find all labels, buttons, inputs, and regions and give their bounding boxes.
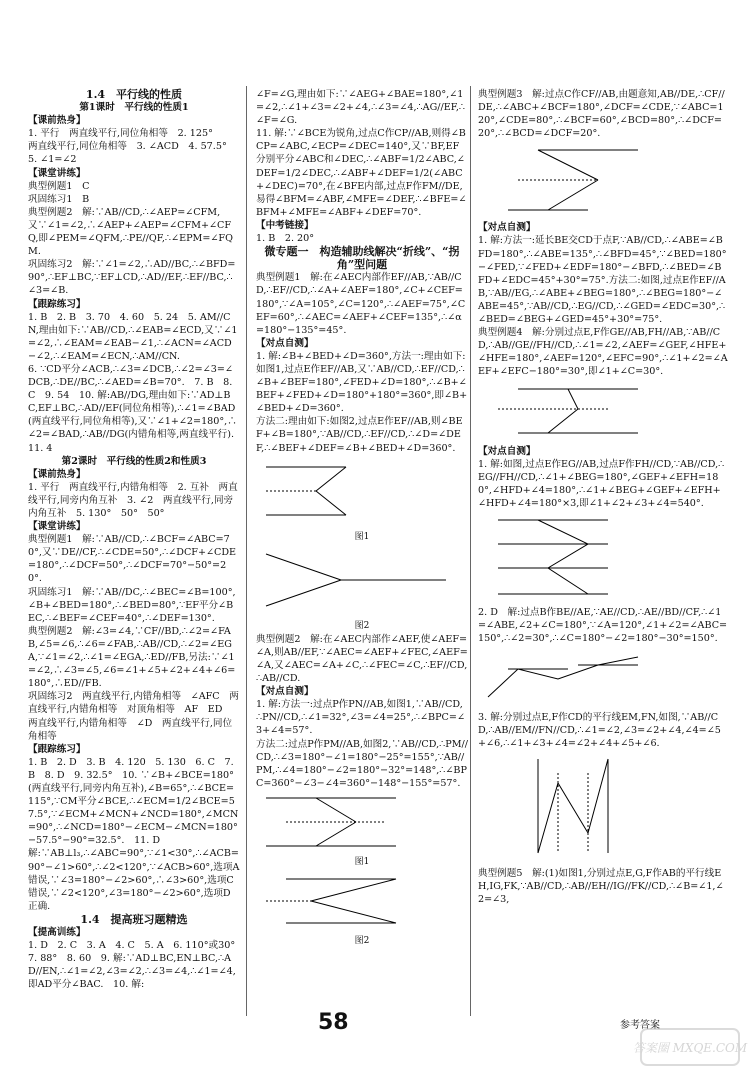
figure-caption: 图1 <box>354 856 370 867</box>
section-heading: 【课堂讲练】 <box>28 167 86 179</box>
column-divider <box>246 86 247 1016</box>
column-2 <box>256 88 468 948</box>
answer-paragraph: 6. ∵CD平分∠ACB,∴∠3=∠DCB,∴∠2=∠3=∠DCB,∴DE//BC,∴∠AED=∠B=70°. 7. B 8. C 9. 54 10. 解:AB//DG,理由如下:∵AD⊥BC,EF⊥BC,∴AD//EF(同位角相等),∴∠1=∠BAD(两直线平行,同位角相等),又∵∠1+∠2=180°,∴∠2=∠BAD,∴AB//DG(内错角相等,两直线平行). 11. 4 <box>28 363 244 454</box>
column-3 <box>478 88 728 906</box>
answer-paragraph: 典型例题5 解:(1)如图1,分别过点E,G,F作AB的平行线EH,IG,FK,∵AB//CD,∴AB//EH//IG//FK//CD,∴∠B=∠1,∠2=∠3, <box>478 867 724 905</box>
answer-paragraph: 1. B 2. B 3. 70 4. 60 5. 24 5. AM//CN,理由如下:∵AB//CD,∴∠EAB=∠ECD,又∵∠1=∠2,∴∠EAM=∠EAB−∠1,∴∠ACN=∠ACD−∠2,∴∠EAM=∠ECN,∴AM//CN. <box>28 311 238 362</box>
section-heading: 【对点自测】 <box>478 445 536 457</box>
answer-paragraph: 巩固练习2 两直线平行,内错角相等 ∠AFC 两直线平行,内错角相等 对顶角相等 AF ED 两直线平行,内错角相等 ∠D 两直线平行,同位角相等 <box>28 691 239 742</box>
figure-caption: 图2 <box>354 620 370 631</box>
figure-zigzag-em-fn <box>478 753 648 863</box>
heading: 1.4 平行线的性质 <box>85 88 183 101</box>
answer-paragraph: 1. 解:方法一:延长BE交CD于点F,∵AB//CD,∴∠ABE=∠BFD=180°,∴∠ABE=135°,∴∠BFD=45°,∵∠BED=180°−∠FED,∵∠FED+∠EDF=180°−∠BFD,∴∠BED=∠BFD+∠EDC=45°+30°=75°.方法二:如图,过点E作EF//AB,∵AB//EG,∴∠ABE+∠BEG=180°,∴∠BEG=180°−∠ABE=45°,∵AB//CD,∴EG//CD,∴∠GED=∠EDC=30°,∴∠BED=∠BEG+∠GED=45°+30°=75°. <box>478 235 727 326</box>
column-1 <box>28 88 245 991</box>
figure-abcd-gh <box>478 381 648 441</box>
col3-block-b <box>478 221 728 378</box>
section-heading: 【跟踪练习】 <box>28 298 86 310</box>
heading: 微专题一 构造辅助线解决“折线”、“拐角”型问题 <box>264 245 460 272</box>
section-heading: 【对点自测】 <box>256 337 314 349</box>
answer-paragraph: 典型例题1 C <box>28 180 90 192</box>
answer-paragraph: 方法二:过点P作PM//AB,如图2,∵AB//CD,∴PM//CD,∴∠3=180°−∠1=180°−25°=155°,∵AB//PM,∴∠4=180°−∠2=180°−32°=148°,∴∠BPC=360°−∠3−∠4=360°−148°−155°=57°. <box>256 738 468 789</box>
answer-paragraph: 巩固练习1 解:∵AB//DC,∴∠BEC=∠B=100°,∠B+∠BED=180°,∴∠BED=80°,∵EF平分∠BEC,∴∠BEF=∠CEF=40°,∴∠DEF=130°. <box>28 586 236 624</box>
answer-paragraph: 典型例题2 解:∠3=∠4,∵CF//BD,∴∠2=∠FAB,∠5=∠6,∴∠6=∠FAB,∴AB//CD,∴∠2=∠EGA,∵∠1=∠2,∴∠1=∠EGA,∴ED//FB,另法:∵∠1=∠2,∴∠3=∠5,∠6=∠1+∠5+∠2+∠4+∠6=180°,∴ED//FB. <box>28 625 236 690</box>
answer-paragraph: 3. 解:分别过点E,F作CD的平行线EM,FN,如图,∵AB//CD,∴AB//EM//FN//CD,∴∠1=∠2,∠3=∠2+∠4,∠4=∠5+∠6,∴∠1+∠3+∠4=∠2+∠4+∠5+∠6. <box>478 712 721 750</box>
figure-multi-parallel <box>478 512 648 602</box>
footer-note: 参考答案 <box>620 1020 660 1031</box>
answer-paragraph: 1. 平行 两直线平行,内错角相等 2. 互补 两直线平行,同旁内角互补 3. ∠2 两直线平行,同旁内角互补 5. 130° 50° 50° <box>28 481 238 519</box>
answer-paragraph: 典型例题1 解:∵AB//CD,∴∠BCF=∠ABC=70°,又∵DE//CF,∴∠CDE=50°,∴∠DCF+∠CDE=180°,∴∠DCF=50°,∴∠DCF=70°−50°=20°. <box>28 534 237 585</box>
answer-paragraph: 巩固练习1 B <box>28 193 90 205</box>
figure-caption: 图1 <box>354 531 370 542</box>
section-heading: 【对点自测】 <box>478 222 536 234</box>
col3-block-a <box>478 88 728 140</box>
answer-paragraph: 典型例题3 解:过点C作CF//AB,由题意知,AB//DE,∴CF//DE,∴∠ABC+∠BCF=180°,∠DCF=∠CDE,∵∠ABC=120°,∠CDE=80°,∴∠BCF=60°,∠BCD=80°,∴∠DCF=20°,∴∠BCD=∠DCF=20°. <box>478 89 725 140</box>
section-heading: 【课堂讲练】 <box>28 521 86 533</box>
section-heading: 【中考链接】 <box>256 219 314 231</box>
answer-paragraph: 解:∵AB⊥l₃,∴∠ABC=90°,∵∠1<30°,∴∠ACB=90°−∠1>60°,∴∠2<120°,∵∠ACB>60°,选项A错误,∵∠3=180°−∠2>60°,∴∠3>60°,选项C错误,∵∠2<120°,∠3=180°−∠2>60°,选项D正确. <box>28 848 240 912</box>
figure-2-angle-diagram <box>256 546 456 616</box>
answer-paragraph: 典型例题1 解:在∠AEC内部作EF//AB,∵AB//CD,∴EF//CD,∴∠A+∠AEF=180°,∠C+∠CEF=180°,∵∠A=105°,∠C=120°,∴∠AEF=75°,∠CEF=60°,∴∠AEC=∠AEF+∠CEF=135°,∴∠α=180°−135°=45°. <box>256 272 466 336</box>
answer-paragraph: 典型例题2 解:在∠AEC内部作∠AEF,使∠AEF=∠A,则AB//EF,∵∠AEC=∠AEF+∠FEC,∠AEF=∠A,又∠AEC=∠A+∠C,∴∠FEC=∠C,∴EF//CD,∴AB//CD. <box>256 633 468 685</box>
svg-text:答案圈 MXQE.COM: 答案圈 MXQE.COM <box>632 1041 748 1055</box>
answer-paragraph: 2. D 解:过点B作BE//AE,∵AE//CD,∴AE//BD//CF,∴∠1=∠ABE,∠2+∠C=180°,∵∠A=120°,∠1+∠2=∠ABC=150°,∴∠2=30°,∴∠C=180°−∠2=180°−30°=150°. <box>478 606 728 645</box>
section-heading: 【提高训练】 <box>28 927 86 938</box>
section-heading: 【对点自测】 <box>256 686 314 698</box>
figure-p-zigzag-2 <box>256 871 406 931</box>
answer-paragraph: 1. B 2. D 3. B 4. 120 5. 130 6. C 7. B 8. D 9. 32.5° 10. ∵∠B+∠BCE=180°(两直线平行,同旁内角互补),∠B=65°,∴∠BCE=115°,∵CM平分∠BCE,∴∠ECM=1/2∠BCE=57.5°,∵∠ECM+∠MCN+∠NCD=180°,∠MCN=90°,∴∠NCD=180°−∠ECM−∠MCN=180°−57.5°−90°=32.5°. 11. D <box>28 756 239 847</box>
answer-paragraph: 1. B 2. 20° <box>256 233 315 245</box>
section-heading: 【课前热身】 <box>28 115 86 127</box>
section-heading: 【跟踪练习】 <box>28 743 86 755</box>
answer-paragraph: 又∵∠1=∠2,∴∠AEP+∠AEP=∠CFM+∠CFQ,即∠PEM=∠QFM,∴PE//QF,∴∠EPM=∠FQM. <box>28 219 233 258</box>
watermark-logo <box>632 1028 748 1066</box>
answer-paragraph: 两直线平行,同位角相等 3. ∠ACD 4. 57.5° <box>28 141 227 153</box>
col3-block-f <box>478 867 728 906</box>
heading: 第2课时 平行线的性质2和性质3 <box>61 455 207 467</box>
figure-ae-bd-cf <box>478 647 648 707</box>
figure-caption: 图2 <box>354 936 370 947</box>
answer-paragraph: 1. 解:∠B+∠BED+∠D=360°,方法一:理由如下:如图1,过点E作EF//AB,又∵AB//CD,∴EF//CD,∴∠B+∠BEF=180°,∠FED+∠D=180°,∴∠B+∠BEF+∠FED+∠D=180°+180°=360°,即∠B+∠BED+∠D=360°. <box>256 350 468 415</box>
col2-block-b <box>256 633 468 790</box>
col3-block-e <box>478 711 728 750</box>
answer-paragraph: 1. 解:方法一:过点P作PN//AB,如图1,∵AB//CD,∴PN//CD,∴∠1=32°,∠3=∠4=25°,∴∠BPC=∠3+∠4=57°. <box>256 699 465 737</box>
answer-paragraph: 11. 解:∵∠BCE为锐角,过点C作CP//AB,则得∠BCP=∠ABC,∠ECP=∠DEC=140°,又∵BF,EF分别平分∠ABC和∠DEC,∴∠ABF=1/2∠ABC,∠DEF=1/2∠DEC,∴∠ABF+∠DEF=1/2(∠ABC+∠DEC)=70°,在∠BFE内部,过点F作FM//DE,易得∠BFM=∠ABF,∠MFE=∠DEF,∴∠BFE=∠BFM+∠MFE=∠ABF+∠DEF=70°. <box>256 128 467 218</box>
answer-paragraph: 巩固练习2 解:∵∠1=∠2,∴AD//BC,∴∠BFD=90°,∴EF⊥BC,∵EF⊥CD,∴AD//EF,∴EF//BC,∴∠3=∠B. <box>28 259 236 297</box>
col2-block-a <box>256 88 468 455</box>
col3-block-d <box>478 606 728 645</box>
figure-p-zigzag-1 <box>256 792 406 852</box>
answer-paragraph: 1. 平行 两直线平行,同位角相等 2. 125° <box>28 128 213 140</box>
figure-1-angle-diagram <box>256 457 366 527</box>
section-heading: 【课前热身】 <box>28 468 86 480</box>
page-number: 58 <box>318 1010 349 1035</box>
figure-broken-line-abcde <box>478 142 648 217</box>
column-divider <box>470 86 471 1016</box>
answer-paragraph: 典型例题4 解:分别过点E,F作GE//AB,FH//AB,∵AB//CD,∴AB//GE//FH//CD,∴∠1=∠2,∠AEF=∠GEF,∠HFE+∠HFE=180°,∠AEF=120°,∠EFC=90°,∴∠1+∠2=∠AEF+∠EFC−180°=30°,即∠1+∠C=30°. <box>478 327 728 378</box>
answer-paragraph: 5. ∠1=∠2 <box>28 154 77 166</box>
answer-paragraph: ∠F=∠G,理由如下:∵∠AEG+∠BAE=180°,∠1=∠2,∴∠1+∠3=∠2+∠4,∴∠3=∠4,∴AG//EF,∴∠F=∠G. <box>256 89 466 127</box>
answer-paragraph: 典型例题2 解:∵AB//CD,∴∠AEP=∠CFM, <box>28 206 221 218</box>
col3-block-c <box>478 445 728 510</box>
heading: 1.4 提高班习题精选 <box>80 912 188 926</box>
answer-paragraph: 方法二:理由如下:如图2,过点E作EF//AB,则∠BEF+∠B=180°,∵AB//CD,∴EF//CD,∴∠D=∠DEF,∴∠BEF+∠DEF=∠B+∠BED+∠D=360°. <box>256 416 463 454</box>
answer-paragraph: 1. 解:如图,过点E作EG//AB,过点F作FH//CD,∵AB//CD,∴EG//FH//CD,∴∠1+∠BEG=180°,∠GEF+∠EFH=180°,∠HFD+∠4=180°,∴∠1+∠BEG+∠GEF+∠EFH+∠HFD+∠4=180°×3,即∠1+∠2+∠3+∠4=540°. <box>478 458 725 509</box>
answer-paragraph: 1. D 2. C 3. A 4. C 5. A 6. 110°或30° 7. 88° 8. 60 9. 解:∵AD⊥BC,EN⊥BC,∴AD//EN,∴∠1=∠2,∠3=∠2,∴∠3=∠4,∴∠1=∠4,即AD平分∠BAC. 10. 解: <box>28 940 245 991</box>
heading: 第1课时 平行线的性质1 <box>79 102 189 114</box>
